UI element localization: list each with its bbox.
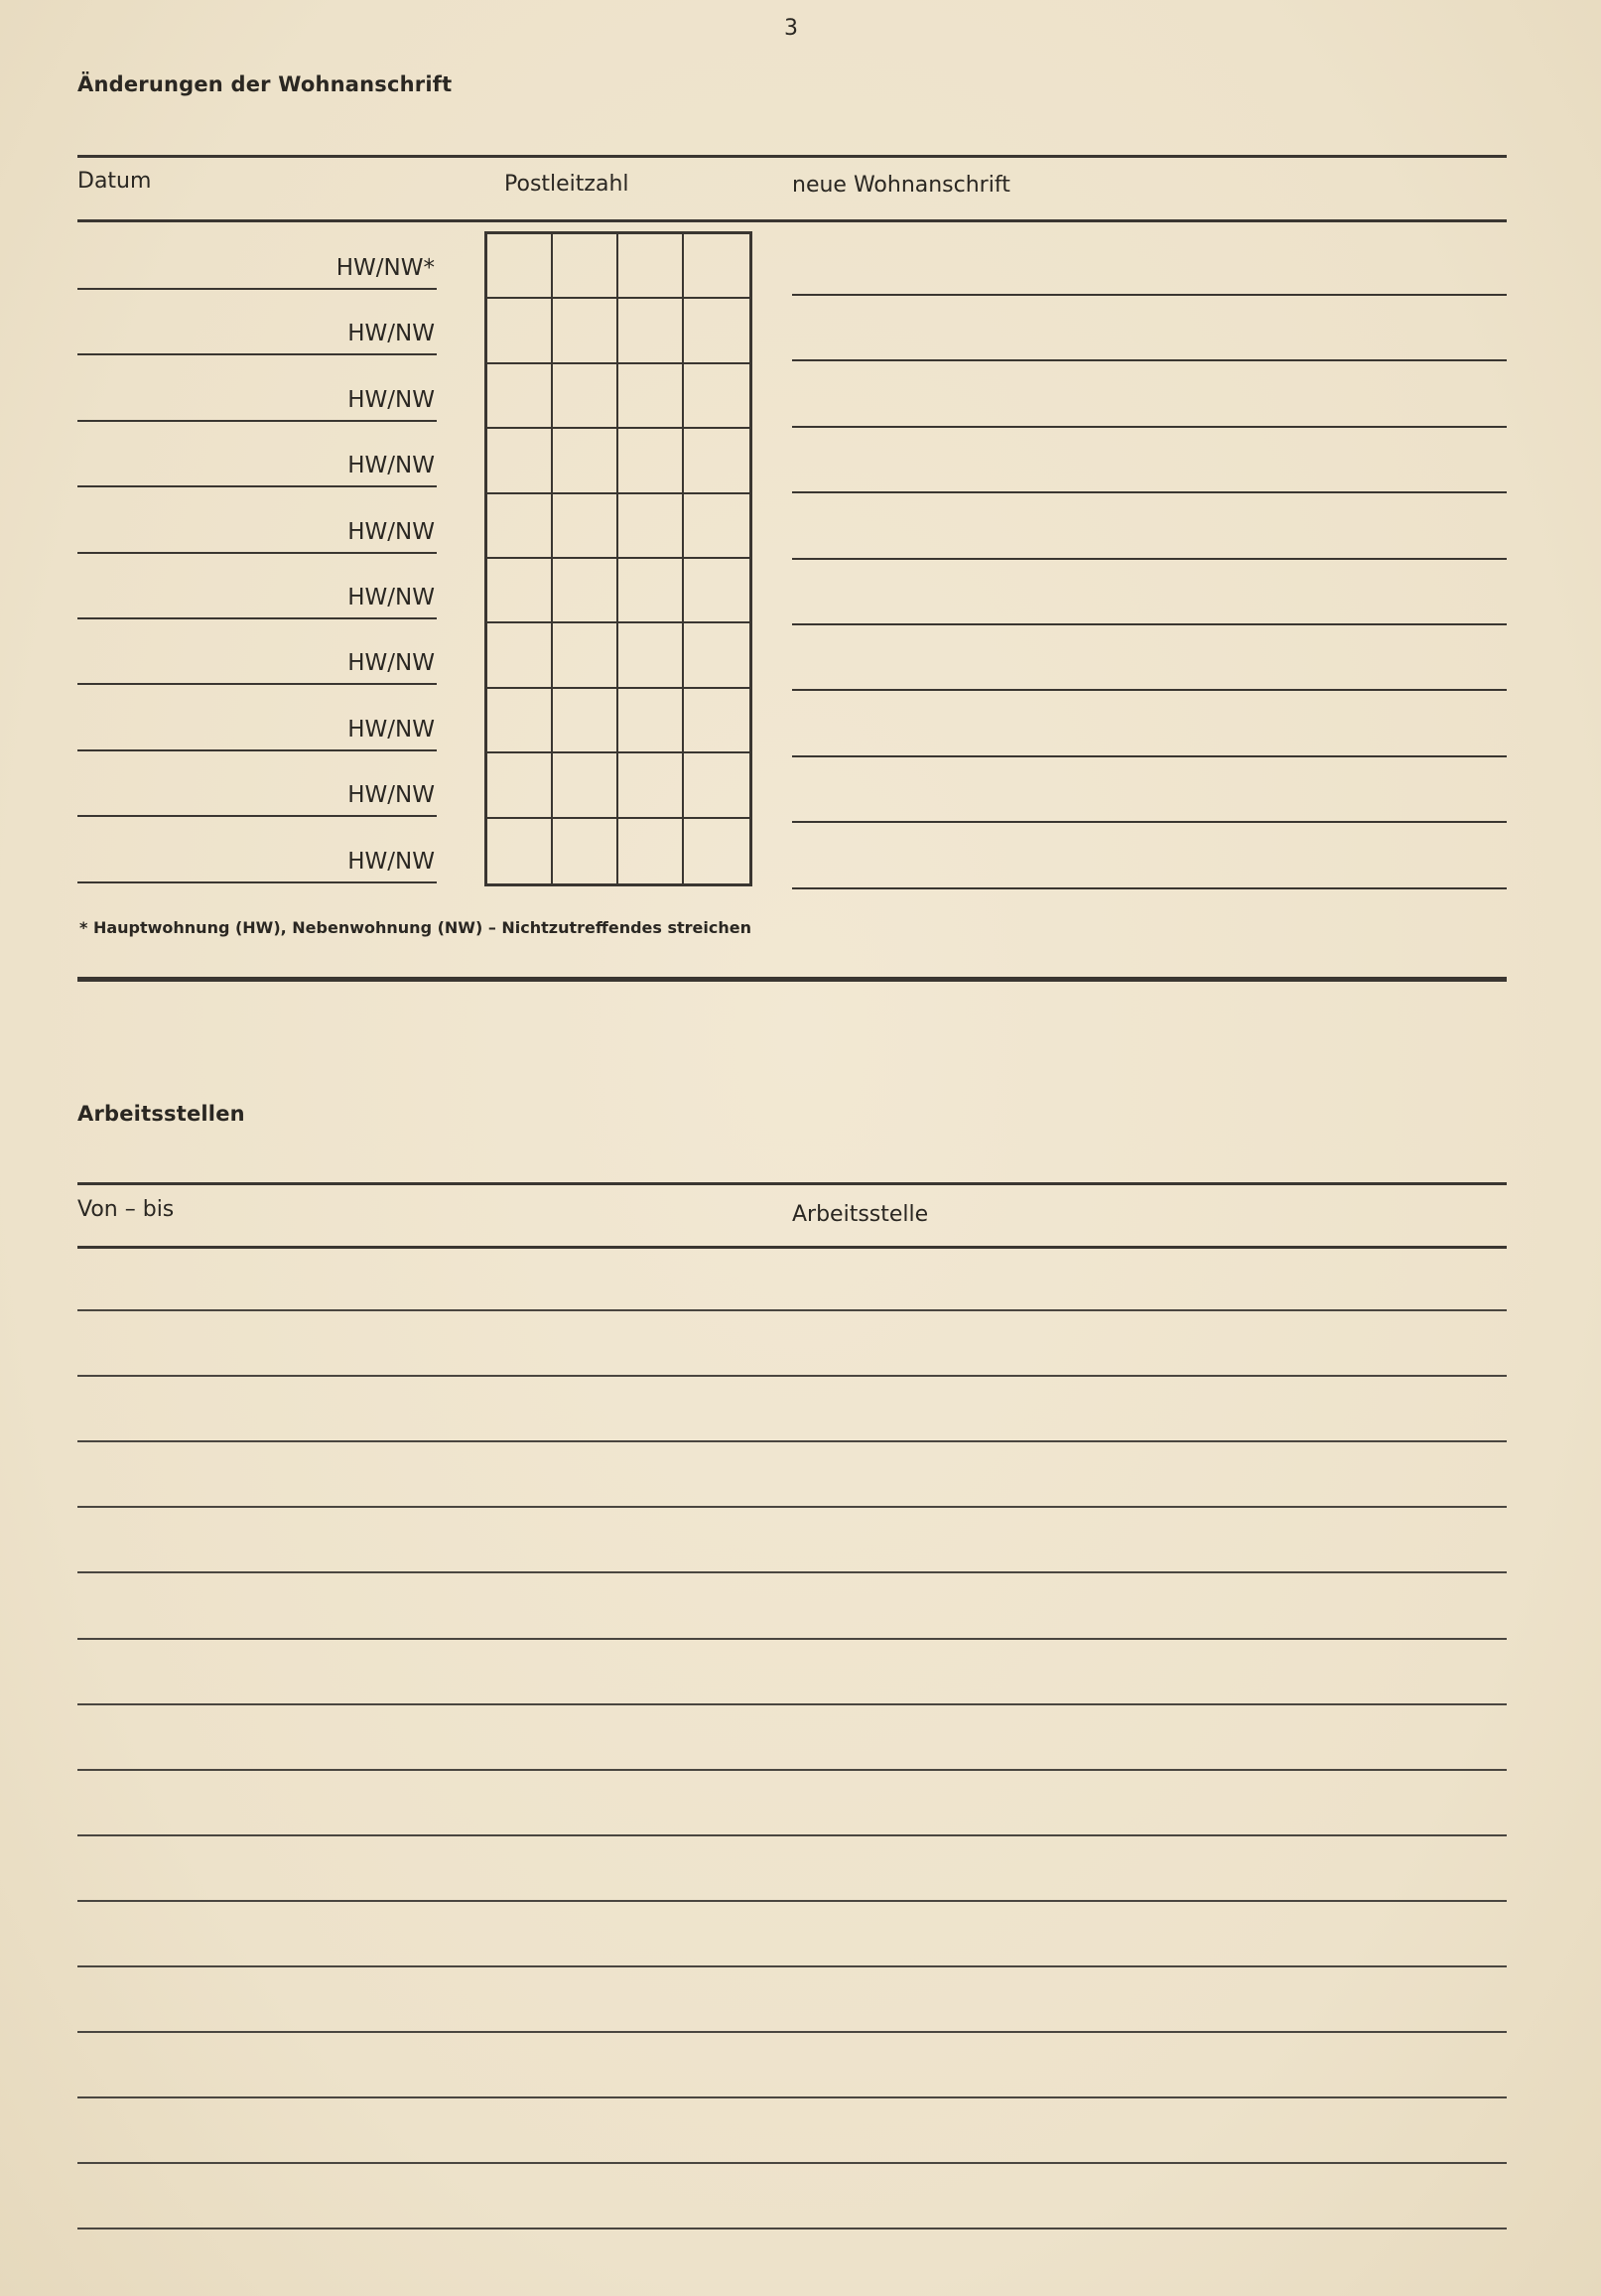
residence-type-mark[interactable]: HW/NW xyxy=(347,387,435,413)
residence-type-mark[interactable]: HW/NW xyxy=(347,519,435,545)
postcode-digit-cell[interactable] xyxy=(487,494,553,559)
postcode-digit-cell[interactable] xyxy=(684,623,749,688)
postcode-digit-cell[interactable] xyxy=(618,299,684,363)
postcode-digit-cell[interactable] xyxy=(553,299,618,363)
postcode-grid xyxy=(484,231,752,886)
workplace-entry-line[interactable] xyxy=(77,2162,1507,2164)
date-entry-line[interactable] xyxy=(77,353,437,355)
postcode-digit-cell[interactable] xyxy=(618,494,684,559)
date-column-header: Datum xyxy=(77,169,152,194)
workplace-entry-line[interactable] xyxy=(77,1900,1507,1902)
postcode-digit-cell[interactable] xyxy=(487,234,553,299)
address-entry-line[interactable] xyxy=(792,623,1507,625)
postcode-digit-cell[interactable] xyxy=(487,299,553,363)
workplace-entry-line[interactable] xyxy=(77,1440,1507,1442)
work-section-title: Arbeitsstellen xyxy=(77,1102,245,1126)
work-header-bottom-rule xyxy=(77,1246,1507,1249)
workplace-entry-line[interactable] xyxy=(77,2031,1507,2033)
postcode-digit-cell[interactable] xyxy=(684,234,749,299)
residence-type-mark[interactable]: HW/NW xyxy=(347,321,435,346)
postcode-digit-cell[interactable] xyxy=(553,689,618,753)
postcode-digit-cell[interactable] xyxy=(684,689,749,753)
address-entry-line[interactable] xyxy=(792,821,1507,823)
postcode-digit-cell[interactable] xyxy=(487,689,553,753)
postcode-digit-cell[interactable] xyxy=(684,753,749,818)
date-entry-line[interactable] xyxy=(77,288,437,290)
address-entry-line[interactable] xyxy=(792,294,1507,296)
workplace-entry-line[interactable] xyxy=(77,1834,1507,1836)
postcode-digit-cell[interactable] xyxy=(553,234,618,299)
address-column-header: neue Wohnanschrift xyxy=(792,173,1010,198)
postcode-digit-cell[interactable] xyxy=(618,559,684,623)
workplace-entry-line[interactable] xyxy=(77,1571,1507,1573)
page-number: 3 xyxy=(784,16,798,41)
workplace-entry-line[interactable] xyxy=(77,1703,1507,1705)
postcode-digit-cell[interactable] xyxy=(553,559,618,623)
date-entry-line[interactable] xyxy=(77,420,437,422)
residence-type-mark[interactable]: HW/NW xyxy=(347,717,435,743)
postcode-digit-cell[interactable] xyxy=(553,623,618,688)
postcode-digit-cell[interactable] xyxy=(487,623,553,688)
postcode-digit-cell[interactable] xyxy=(487,753,553,818)
address-entry-line[interactable] xyxy=(792,689,1507,691)
date-entry-line[interactable] xyxy=(77,815,437,817)
address-entry-line[interactable] xyxy=(792,558,1507,560)
date-entry-line[interactable] xyxy=(77,617,437,619)
postcode-digit-cell[interactable] xyxy=(487,364,553,429)
postcode-digit-cell[interactable] xyxy=(684,494,749,559)
workplace-entry-line[interactable] xyxy=(77,2228,1507,2229)
date-entry-line[interactable] xyxy=(77,881,437,883)
postcode-digit-cell[interactable] xyxy=(618,753,684,818)
postcode-digit-cell[interactable] xyxy=(684,429,749,493)
workplace-entry-line[interactable] xyxy=(77,1769,1507,1771)
date-entry-line[interactable] xyxy=(77,749,437,751)
address-header-top-rule xyxy=(77,155,1507,158)
date-entry-line[interactable] xyxy=(77,683,437,685)
postcode-digit-cell[interactable] xyxy=(553,753,618,818)
address-entry-line[interactable] xyxy=(792,359,1507,361)
workplace-entry-line[interactable] xyxy=(77,1965,1507,1967)
date-entry-line[interactable] xyxy=(77,485,437,487)
workplace-entry-line[interactable] xyxy=(77,1506,1507,1508)
postcode-digit-cell[interactable] xyxy=(487,819,553,883)
date-entry-line[interactable] xyxy=(77,552,437,554)
postcode-digit-cell[interactable] xyxy=(618,623,684,688)
workplace-entry-line[interactable] xyxy=(77,1638,1507,1640)
residence-type-mark[interactable]: HW/NW xyxy=(347,782,435,808)
residence-type-mark[interactable]: HW/NW xyxy=(347,650,435,676)
address-header-bottom-rule xyxy=(77,219,1507,222)
address-entry-line[interactable] xyxy=(792,755,1507,757)
address-entry-line[interactable] xyxy=(792,887,1507,889)
postcode-column-header: Postleitzahl xyxy=(504,172,629,197)
postcode-digit-cell[interactable] xyxy=(618,689,684,753)
address-entry-line[interactable] xyxy=(792,491,1507,493)
address-entry-line[interactable] xyxy=(792,426,1507,428)
postcode-digit-cell[interactable] xyxy=(618,364,684,429)
postcode-digit-cell[interactable] xyxy=(684,364,749,429)
postcode-digit-cell[interactable] xyxy=(553,364,618,429)
postcode-digit-cell[interactable] xyxy=(684,299,749,363)
workplace-entry-line[interactable] xyxy=(77,2096,1507,2098)
residence-type-mark[interactable]: HW/NW xyxy=(347,849,435,875)
workplace-entry-line[interactable] xyxy=(77,1309,1507,1311)
residence-type-mark[interactable]: HW/NW xyxy=(347,453,435,478)
postcode-digit-cell[interactable] xyxy=(487,429,553,493)
period-column-header: Von – bis xyxy=(77,1197,175,1222)
postcode-digit-cell[interactable] xyxy=(553,429,618,493)
residence-type-mark[interactable]: HW/NW* xyxy=(335,255,435,281)
address-section-title: Änderungen der Wohnanschrift xyxy=(77,72,453,96)
postcode-digit-cell[interactable] xyxy=(684,559,749,623)
address-footnote: * Hauptwohnung (HW), Nebenwohnung (NW) – Nichtzutreffendes streichen xyxy=(79,918,751,937)
workplace-column-header: Arbeitsstelle xyxy=(792,1202,929,1227)
postcode-digit-cell[interactable] xyxy=(553,819,618,883)
work-header-top-rule xyxy=(77,1182,1507,1185)
postcode-digit-cell[interactable] xyxy=(553,494,618,559)
postcode-digit-cell[interactable] xyxy=(618,819,684,883)
postcode-digit-cell[interactable] xyxy=(487,559,553,623)
postcode-digit-cell[interactable] xyxy=(618,234,684,299)
postcode-digit-cell[interactable] xyxy=(618,429,684,493)
postcode-digit-cell[interactable] xyxy=(684,819,749,883)
section-divider xyxy=(77,977,1507,982)
residence-type-mark[interactable]: HW/NW xyxy=(347,585,435,610)
workplace-entry-line[interactable] xyxy=(77,1375,1507,1377)
